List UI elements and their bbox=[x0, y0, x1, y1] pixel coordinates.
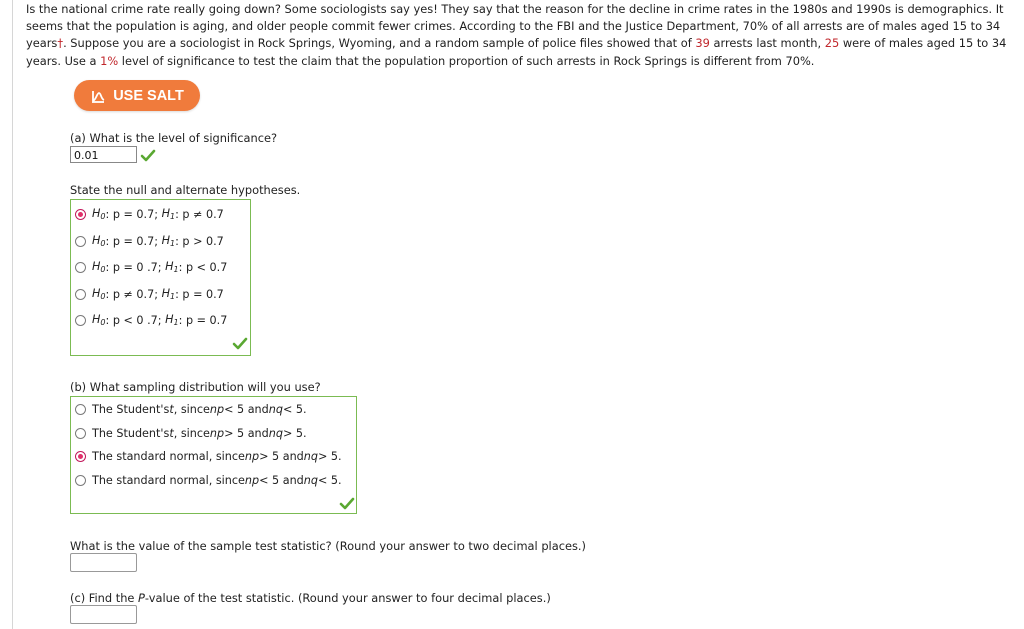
h0-text: p = 0 .7; bbox=[112, 260, 162, 274]
h0-label: $H_0$ bbox=[92, 313, 106, 327]
h1-label: $H_1$ bbox=[161, 207, 176, 221]
option-text: , since bbox=[173, 427, 210, 440]
h0-label: $H_0$ bbox=[92, 260, 106, 274]
part-c-p: P bbox=[138, 591, 145, 605]
hypotheses-prompt: State the null and alternate hypotheses. bbox=[70, 183, 301, 197]
h0-text: p < 0 .7; bbox=[112, 313, 162, 327]
distribution-option-1[interactable] bbox=[75, 403, 307, 416]
h1-text: p ≠ 0.7 bbox=[182, 207, 224, 221]
h0-label: $H_0$ bbox=[92, 207, 106, 221]
option-var: nq bbox=[268, 427, 283, 440]
part-b-question: (b) What sampling distribution will you use? bbox=[70, 380, 321, 394]
option-text: < 5. bbox=[282, 403, 307, 416]
radio-button[interactable] bbox=[75, 315, 86, 326]
success-count-value: 25 bbox=[824, 36, 840, 51]
option-text: The standard normal, since bbox=[92, 474, 245, 487]
option-text: < 5. bbox=[317, 474, 342, 487]
h0-text: p = 0.7; bbox=[112, 207, 158, 221]
distribution-option-4[interactable] bbox=[75, 474, 342, 487]
h1-label: $H_1$ bbox=[161, 287, 176, 301]
problem-statement bbox=[26, 1, 1018, 70]
hypothesis-option-3[interactable]: $H_0$ : p = 0 .7; $H_1$ : p < 0.7 bbox=[75, 260, 227, 274]
h1-label: $H_1$ bbox=[165, 260, 179, 274]
option-text: > 5. bbox=[317, 450, 342, 463]
h1-text: p < 0.7 bbox=[185, 260, 228, 274]
significance-level-value: 1% bbox=[100, 53, 119, 68]
hypothesis-option-2[interactable]: $H_0$ : p = 0.7; $H_1$ : p > 0.7 bbox=[75, 234, 224, 248]
option-text: < 5 and bbox=[259, 474, 304, 487]
option-text: > 5. bbox=[282, 427, 307, 440]
option-text: The Student's bbox=[92, 403, 170, 416]
option-text: The standard normal, since bbox=[92, 450, 245, 463]
option-var: t bbox=[169, 427, 174, 440]
option-var: np bbox=[209, 403, 225, 416]
option-text: > 5 and bbox=[224, 427, 269, 440]
h0-label: $H_0$ bbox=[92, 234, 106, 248]
option-text: , since bbox=[173, 403, 210, 416]
radio-button[interactable] bbox=[75, 428, 86, 439]
distribution-option-3[interactable] bbox=[75, 450, 342, 463]
part-a-question: (a) What is the level of significance? bbox=[70, 131, 278, 145]
h1-label: $H_1$ bbox=[161, 234, 176, 248]
radio-button-selected[interactable] bbox=[75, 451, 86, 462]
correct-check-icon bbox=[232, 337, 248, 351]
hypothesis-option-5[interactable]: $H_0$ : p < 0 .7; $H_1$ : p = 0.7 bbox=[75, 313, 227, 327]
option-var: nq bbox=[303, 474, 318, 487]
h1-text: p = 0.7 bbox=[182, 287, 224, 301]
option-var: np bbox=[244, 474, 260, 487]
part-c-question bbox=[70, 591, 551, 605]
left-margin-rule bbox=[12, 0, 13, 629]
part-c-text-2: -value of the test statistic. (Round your answer to four decimal places.) bbox=[144, 591, 551, 605]
sample-size-value: 39 bbox=[695, 36, 710, 51]
option-text: > 5 and bbox=[259, 450, 304, 463]
significance-answer-field[interactable]: 0.01 bbox=[70, 146, 137, 163]
option-var: nq bbox=[268, 403, 283, 416]
intro-text-2: . Suppose you are a sociologist in Rock Springs, Wyoming, and a random sample of police files showed that of bbox=[63, 36, 696, 51]
h1-text: p = 0.7 bbox=[185, 313, 228, 327]
h1-text: p > 0.7 bbox=[182, 234, 224, 248]
correct-check-icon bbox=[140, 149, 156, 163]
radio-button[interactable] bbox=[75, 475, 86, 486]
radio-button-selected[interactable] bbox=[75, 209, 86, 220]
intro-text-5: level of significance to test the claim that the population proportion of such arrests in Rock Springs is different from 70%. bbox=[118, 53, 815, 68]
option-text: < 5 and bbox=[224, 403, 269, 416]
hypothesis-option-4[interactable]: $H_0$ : p ≠ 0.7; $H_1$ : p = 0.7 bbox=[75, 287, 224, 301]
radio-button[interactable] bbox=[75, 262, 86, 273]
h0-text: p = 0.7; bbox=[112, 234, 158, 248]
radio-button[interactable] bbox=[75, 289, 86, 300]
p-value-input[interactable] bbox=[70, 605, 137, 624]
salt-icon bbox=[90, 88, 106, 104]
use-salt-button[interactable] bbox=[74, 80, 200, 111]
test-statistic-input[interactable] bbox=[70, 553, 137, 572]
h0-text: p ≠ 0.7; bbox=[112, 287, 158, 301]
h1-label: $H_1$ bbox=[165, 313, 179, 327]
hypotheses-choice-group bbox=[70, 199, 251, 356]
hypothesis-option-1[interactable]: $H_0$ : p = 0.7; $H_1$ : p ≠ 0.7 bbox=[75, 207, 224, 221]
option-var: nq bbox=[303, 450, 318, 463]
use-salt-label: USE SALT bbox=[113, 87, 184, 104]
option-text: The Student's bbox=[92, 427, 170, 440]
option-var: t bbox=[169, 403, 174, 416]
radio-button[interactable] bbox=[75, 236, 86, 247]
correct-check-icon bbox=[339, 497, 355, 511]
h0-label: $H_0$ bbox=[92, 287, 106, 301]
intro-text-1: Is the national crime rate really going down? Some sociologists say yes! They say that the reason for the decline in crime rates in the 1980s and 1990s is demographics. It seems that the population is aging, and older people commit fewer crimes. According to the FBI and the Justice Department, 70% of all arrests are of males aged 15 to 34 years bbox=[26, 2, 1004, 51]
option-var: np bbox=[209, 427, 225, 440]
distribution-option-2[interactable] bbox=[75, 427, 307, 440]
footnote-dagger-link[interactable]: † bbox=[57, 36, 64, 51]
radio-button[interactable] bbox=[75, 404, 86, 415]
test-statistic-question: What is the value of the sample test statistic? (Round your answer to two decimal places.) bbox=[70, 539, 586, 553]
intro-text-4: were of males aged 15 to 34 years. Use a bbox=[26, 36, 1007, 68]
option-var: np bbox=[244, 450, 260, 463]
intro-text-3: arrests last month, bbox=[709, 36, 825, 51]
part-c-text: (c) Find the bbox=[70, 591, 139, 605]
distribution-choice-group bbox=[70, 396, 357, 514]
